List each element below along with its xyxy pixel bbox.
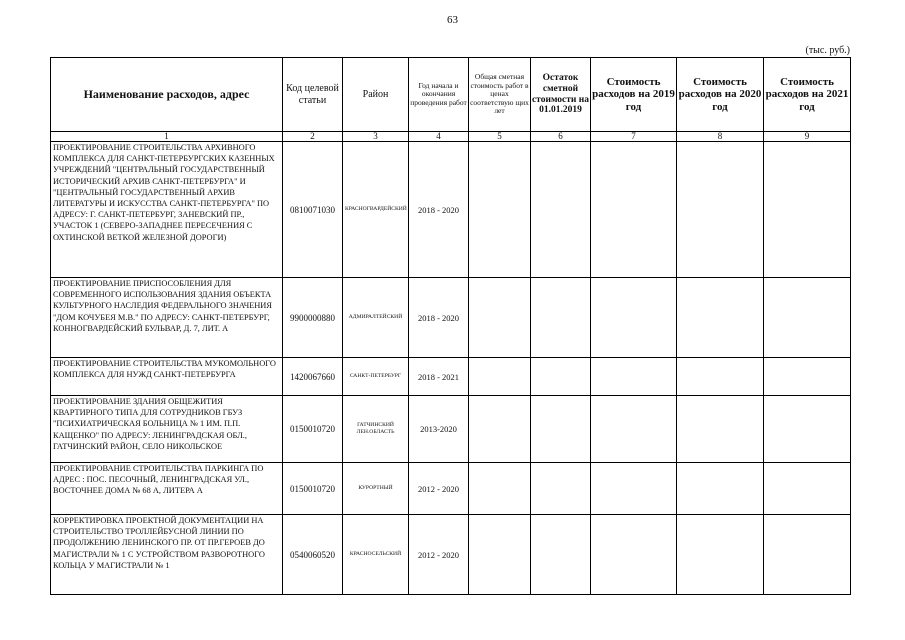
budget-table	[50, 57, 851, 595]
row-code: 1420067660	[283, 358, 343, 396]
row-cost-2021	[764, 358, 851, 396]
row-remaining	[531, 358, 591, 396]
table-row	[51, 142, 851, 278]
column-number: 1	[51, 132, 283, 142]
row-remaining	[531, 278, 591, 358]
row-code: 0150010720	[283, 396, 343, 463]
column-number: 8	[677, 132, 764, 142]
header-row	[51, 58, 851, 132]
row-total-cost	[469, 358, 531, 396]
row-remaining	[531, 142, 591, 278]
column-number: 5	[469, 132, 531, 142]
row-total-cost	[469, 396, 531, 463]
column-number-row	[51, 132, 851, 142]
row-years: 2012 - 2020	[409, 515, 469, 595]
column-number: 7	[591, 132, 677, 142]
header-cost-2020: Стоимость расходов на 2020 год	[677, 58, 764, 132]
row-cost-2021	[764, 515, 851, 595]
row-total-cost	[469, 142, 531, 278]
row-district: КРАСНОСЕЛЬСКИЙ	[343, 515, 409, 595]
header-cost-2019: Стоимость расходов на 2019 год	[591, 58, 677, 132]
row-district: ГАТЧИНСКИЙ ЛЕН.ОБЛАСТЬ	[343, 396, 409, 463]
header-code: Код целевой статьи	[283, 58, 343, 132]
row-cost-2020	[677, 278, 764, 358]
column-number: 6	[531, 132, 591, 142]
row-district: АДМИРАЛТЕЙСКИЙ	[343, 278, 409, 358]
row-district: САНКТ-ПЕТЕРБУРГ	[343, 358, 409, 396]
header-total-cost: Общая сметная стоимость работ в ценах соответствую щих лет	[469, 58, 531, 132]
row-cost-2019	[591, 142, 677, 278]
table-row	[51, 278, 851, 358]
row-total-cost	[469, 515, 531, 595]
row-name: ПРОЕКТИРОВАНИЕ ЗДАНИЯ ОБЩЕЖИТИЯ КВАРТИРНОГО ТИПА ДЛЯ СОТРУДНИКОВ ГБУЗ "ПСИХИАТРИЧЕСКАЯ БОЛЬНИЦА № 1 ИМ. П.П. КАЩЕНКО" ПО АДРЕСУ: ЛЕНИНГРАДСКАЯ ОБЛ., ГАТЧИНСКИЙ РАЙОН, СЕЛО НИКОЛЬСКОЕ	[51, 396, 283, 463]
row-code: 9900000880	[283, 278, 343, 358]
column-number: 3	[343, 132, 409, 142]
row-cost-2021	[764, 396, 851, 463]
row-code: 0150010720	[283, 463, 343, 515]
table-row	[51, 396, 851, 463]
row-district: КУРОРТНЫЙ	[343, 463, 409, 515]
row-years: 2018 - 2021	[409, 358, 469, 396]
row-years: 2018 - 2020	[409, 142, 469, 278]
row-name: КОРРЕКТИРОВКА ПРОЕКТНОЙ ДОКУМЕНТАЦИИ НА СТРОИТЕЛЬСТВО ТРОЛЛЕЙБУСНОЙ ЛИНИИ ПО ПРОДОЛЖЕНИЮ ЛЕНИНСКОГО ПР. ОТ ПР.ГЕРОЕВ ДО МАГИСТРАЛИ № 1 С УСТРОЙСТВОМ РАЗВОРОТНОГО КОЛЬЦА У МАГИСТРАЛИ № 1	[51, 515, 283, 595]
table-row	[51, 358, 851, 396]
page-number: 63	[447, 14, 458, 26]
row-cost-2020	[677, 396, 764, 463]
row-cost-2019	[591, 463, 677, 515]
row-remaining	[531, 463, 591, 515]
column-number: 4	[409, 132, 469, 142]
header-years: Год начала и окончания проведения работ	[409, 58, 469, 132]
row-name: ПРОЕКТИРОВАНИЕ СТРОИТЕЛЬСТВА ПАРКИНГА ПО АДРЕС : ПОС. ПЕСОЧНЫЙ, ЛЕНИНГРАДСКАЯ УЛ., ВОСТОЧНЕЕ ДОМА № 68 А, ЛИТЕРА А	[51, 463, 283, 515]
row-name: ПРОЕКТИРОВАНИЕ СТРОИТЕЛЬСТВА АРХИВНОГО КОМПЛЕКСА ДЛЯ САНКТ-ПЕТЕРБУРГСКИХ КАЗЕННЫХ УЧРЕЖДЕНИЙ "ЦЕНТРАЛЬНЫЙ ГОСУДАРСТВЕННЫЙ ИСТОРИЧЕСКИЙ АРХИВ САНКТ-ПЕТЕРБУРГА" И "ЦЕНТРАЛЬНЫЙ ГОСУДАРСТВЕННЫЙ АРХИВ ЛИТЕРАТУРЫ И ИСКУССТВА САНКТ-ПЕТЕРБУРГА" ПО АДРЕСУ: Г. САНКТ-ПЕТЕРБУРГ, ЗАНЕВСКИЙ ПР., УЧАСТОК 1 (СЕВЕРО-ЗАПАДНЕЕ ПЕРЕСЕЧЕНИЯ С ОХТИНСКОЙ ВЕТКОЙ ЖЕЛЕЗНОЙ ДОРОГИ)	[51, 142, 283, 278]
row-code: 0540060520	[283, 515, 343, 595]
row-total-cost	[469, 278, 531, 358]
table-row	[51, 463, 851, 515]
column-number: 9	[764, 132, 851, 142]
row-cost-2021	[764, 142, 851, 278]
row-cost-2019	[591, 358, 677, 396]
row-cost-2019	[591, 396, 677, 463]
row-code: 0810071030	[283, 142, 343, 278]
header-cost-2021: Стоимость расходов на 2021 год	[764, 58, 851, 132]
row-cost-2019	[591, 278, 677, 358]
row-cost-2020	[677, 358, 764, 396]
row-name: ПРОЕКТИРОВАНИЕ СТРОИТЕЛЬСТВА МУКОМОЛЬНОГО КОМПЛЕКСА ДЛЯ НУЖД САНКТ-ПЕТЕРБУРГА	[51, 358, 283, 396]
column-number: 2	[283, 132, 343, 142]
unit-label: (тыс. руб.)	[805, 45, 850, 56]
row-remaining	[531, 515, 591, 595]
header-name: Наименование расходов, адрес	[51, 58, 283, 132]
row-cost-2020	[677, 463, 764, 515]
row-district: КРАСНОГВАРДЕЙСКИЙ	[343, 142, 409, 278]
row-cost-2021	[764, 278, 851, 358]
row-years: 2013-2020	[409, 396, 469, 463]
header-remaining: Остаток сметной стоимости на 01.01.2019	[531, 58, 591, 132]
row-cost-2021	[764, 463, 851, 515]
table-row	[51, 515, 851, 595]
row-remaining	[531, 396, 591, 463]
header-district: Район	[343, 58, 409, 132]
row-cost-2019	[591, 515, 677, 595]
row-years: 2018 - 2020	[409, 278, 469, 358]
row-years: 2012 - 2020	[409, 463, 469, 515]
row-cost-2020	[677, 515, 764, 595]
row-cost-2020	[677, 142, 764, 278]
row-total-cost	[469, 463, 531, 515]
row-name: ПРОЕКТИРОВАНИЕ ПРИСПОСОБЛЕНИЯ ДЛЯ СОВРЕМЕННОГО ИСПОЛЬЗОВАНИЯ ЗДАНИЯ ОБЪЕКТА КУЛЬТУРНОГО НАСЛЕДИЯ ФЕДЕРАЛЬНОГО ЗНАЧЕНИЯ "ДОМ КОЧУБЕЯ М.В." ПО АДРЕСУ: САНКТ-ПЕТЕРБУРГ, КОННОГВАРДЕЙСКИЙ БУЛЬВАР, Д. 7, ЛИТ. А	[51, 278, 283, 358]
